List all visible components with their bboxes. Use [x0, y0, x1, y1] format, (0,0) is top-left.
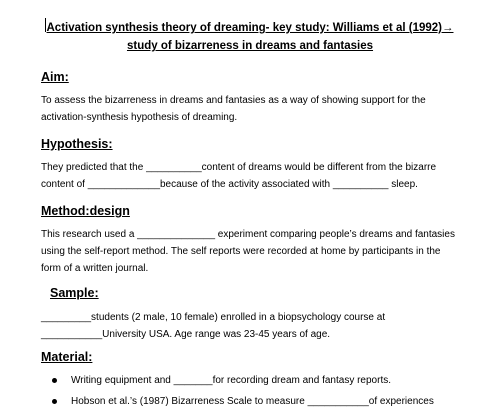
- method-heading: Method:design: [41, 204, 130, 218]
- sample-text-line-1: _________students (2 male, 10 female) enrolled in a biopsychology course at: [41, 312, 386, 323]
- hypothesis-text-line-1: They predicted that the __________content of dreams would be different from the bizarre: [41, 162, 437, 173]
- document-title-line-1: Activation synthesis theory of dreaming- key study: Williams et al (1992)→: [46, 22, 454, 34]
- method-text-line-2: using the self-report method. The self reports were recorded at home by participants in the: [41, 246, 441, 257]
- material-heading: Material:: [41, 350, 93, 364]
- aim-heading: Aim:: [41, 70, 69, 84]
- aim-text-line-1: To assess the bizarreness in dreams and fantasies as a way of showing support for the: [41, 95, 426, 106]
- material-bullet-item: Writing equipment and _______for recording dream and fantasy reports.: [41, 370, 434, 391]
- document-title-line-2: study of bizarreness in dreams and fantasies: [126, 40, 374, 52]
- aim-text-line-2: activation-synthesis hypothesis of dreaming.: [41, 112, 238, 123]
- method-text-line-3: form of a written journal.: [41, 263, 149, 274]
- material-list: [41, 370, 434, 412]
- material-bullet-item: Hobson et al.’s (1987) Bizarreness Scale to measure ___________of experiences: [41, 391, 434, 412]
- sample-heading: Sample:: [50, 286, 99, 300]
- hypothesis-text-line-2: content of _____________because of the activity associated with __________ sleep.: [41, 179, 418, 190]
- hypothesis-heading: Hypothesis:: [41, 137, 113, 151]
- sample-text-line-2: ___________University USA. Age range was 23-45 years of age.: [41, 329, 331, 340]
- method-text-line-1: This research used a ______________ experiment comparing people’s dreams and fantasies: [41, 229, 455, 240]
